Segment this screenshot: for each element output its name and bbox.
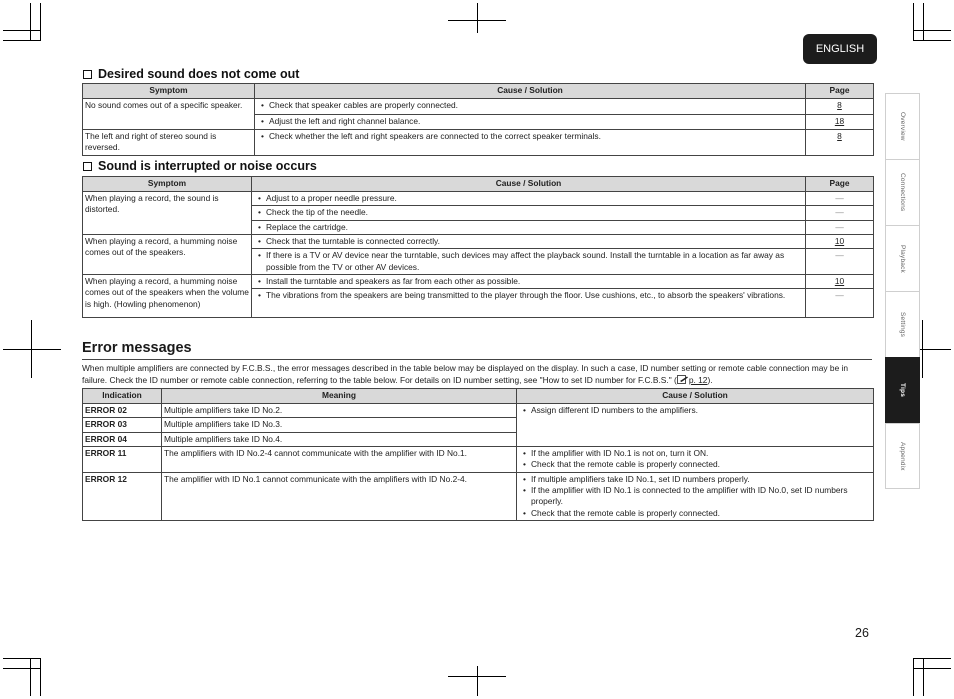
error-messages-title: Error messages bbox=[82, 340, 192, 356]
page-cell bbox=[806, 99, 874, 115]
cause-text: • Check that the turntable is connected correctly. bbox=[256, 236, 803, 247]
page-link[interactable]: 10 bbox=[834, 236, 845, 247]
section-heading-noise bbox=[82, 159, 317, 173]
page-cell bbox=[806, 235, 874, 249]
error-code-cell: ERROR 11 bbox=[83, 447, 162, 473]
tab-overview[interactable] bbox=[885, 93, 920, 159]
intro-text: When multiple amplifiers are connected by F.C.B.S., the error messages described in the table below may be displayed on the display. In such a case, ID number setting or remote cable connection may be in failure. Check the ID number or remote cable connection, referring to the table below. For details on ID number setting, see "How to set ID number for F.C.B.S." ( bbox=[82, 363, 849, 386]
page-cell bbox=[806, 289, 874, 318]
cause-text: • If there is a TV or AV device near the turntable, such devices may affect the playback sound. Install the turntable in a location as far away as possible from the TV or other AV devices. bbox=[256, 250, 803, 273]
cause-text: • Check that speaker cables are properly connected. bbox=[259, 100, 803, 111]
cause-cell bbox=[252, 235, 806, 249]
cause-text: • Adjust the left and right channel balance. bbox=[259, 116, 803, 127]
page-reference-icon bbox=[677, 375, 689, 384]
cause-text: • Adjust to a proper needle pressure. bbox=[256, 193, 803, 204]
page-cell bbox=[806, 114, 874, 130]
tab-tips-label: Tips bbox=[899, 383, 906, 398]
cause-text: • Replace the cartridge. bbox=[256, 222, 803, 233]
intro-end: ). bbox=[707, 375, 713, 386]
error-code-cell: ERROR 02 bbox=[83, 404, 162, 418]
page-link[interactable]: 10 bbox=[834, 276, 845, 287]
no-sound-table bbox=[82, 83, 874, 156]
page-cell bbox=[806, 249, 874, 275]
cause-text: • If the amplifier with ID No.1 is not on, turn it ON. bbox=[521, 448, 871, 459]
checkbox-square-icon bbox=[83, 70, 92, 79]
column-header: Cause / Solution bbox=[255, 84, 806, 99]
column-header: Page bbox=[806, 84, 874, 99]
cause-cell bbox=[255, 114, 806, 130]
column-header: Cause / Solution bbox=[517, 389, 874, 404]
cause-text: • The vibrations from the speakers are being transmitted to the player through the floor. Use cushions, etc., to absorb the speakers' vibrations. bbox=[256, 290, 803, 301]
column-header: Indication bbox=[83, 389, 162, 404]
title-rule bbox=[82, 359, 872, 360]
page-dash: — bbox=[835, 193, 844, 203]
symptom-cell: When playing a record, a humming noise comes out of the speakers. bbox=[83, 235, 252, 275]
meaning-cell: Multiple amplifiers take ID No.4. bbox=[162, 432, 517, 446]
cause-text: • Check that the remote cable is properly connected. bbox=[521, 508, 871, 519]
side-tab-navigation bbox=[885, 93, 920, 489]
cause-text: • If multiple amplifiers take ID No.1, set ID numbers properly. bbox=[521, 474, 871, 485]
tab-connections[interactable] bbox=[885, 159, 920, 225]
meaning-cell: Multiple amplifiers take ID No.3. bbox=[162, 418, 517, 432]
page-cell bbox=[806, 206, 874, 220]
cause-text: • Install the turntable and speakers as far from each other as possible. bbox=[256, 276, 803, 287]
page-dash: — bbox=[835, 250, 844, 261]
error-code-cell: ERROR 12 bbox=[83, 472, 162, 520]
error-code-cell: ERROR 04 bbox=[83, 432, 162, 446]
tab-appendix-label: Appendix bbox=[899, 441, 906, 471]
page-cell bbox=[806, 192, 874, 206]
page-cell bbox=[806, 130, 874, 156]
column-header: Symptom bbox=[83, 177, 252, 192]
cause-text: • Check the tip of the needle. bbox=[256, 207, 803, 218]
cause-text: • Assign different ID numbers to the amplifiers. bbox=[521, 405, 871, 416]
error-code-cell: ERROR 03 bbox=[83, 418, 162, 432]
page-link[interactable]: 8 bbox=[837, 131, 842, 141]
cause-text: • Check whether the left and right speakers are connected to the correct speaker terminals. bbox=[259, 131, 803, 142]
section-heading-text: Sound is interrupted or noise occurs bbox=[98, 159, 317, 173]
tab-appendix[interactable] bbox=[885, 423, 920, 489]
cause-cell bbox=[255, 130, 806, 156]
column-header: Symptom bbox=[83, 84, 255, 99]
error-table bbox=[82, 388, 874, 521]
cause-cell bbox=[252, 192, 806, 206]
column-header: Page bbox=[806, 177, 874, 192]
cause-text: • If the amplifier with ID No.1 is connected to the amplifier with ID No.0, set ID numbers properly. bbox=[521, 485, 871, 508]
cause-cell bbox=[255, 99, 806, 115]
symptom-cell: When playing a record, a humming noise comes out of the speakers when the volume is high. (Howling phenomenon) bbox=[83, 275, 252, 318]
page-dash: — bbox=[835, 290, 844, 301]
cause-cell bbox=[517, 404, 874, 447]
column-header: Meaning bbox=[162, 389, 517, 404]
page-link[interactable]: 8 bbox=[837, 100, 842, 110]
checkbox-square-icon bbox=[83, 162, 92, 171]
language-badge: ENGLISH bbox=[803, 34, 877, 64]
page-dash: — bbox=[835, 207, 844, 218]
section-heading-no-sound bbox=[82, 67, 299, 81]
page-link[interactable]: 18 bbox=[834, 115, 845, 126]
meaning-cell: The amplifiers with ID No.2-4 cannot communicate with the amplifier with ID No.1. bbox=[162, 447, 517, 473]
meaning-cell: Multiple amplifiers take ID No.2. bbox=[162, 404, 517, 418]
page-dash: — bbox=[835, 221, 844, 232]
cause-cell bbox=[252, 220, 806, 234]
page-cell bbox=[806, 275, 874, 289]
intro-page-ref-link[interactable]: p. 12 bbox=[688, 375, 708, 386]
column-header: Cause / Solution bbox=[252, 177, 806, 192]
cause-cell bbox=[252, 249, 806, 275]
tab-settings-label: Settings bbox=[899, 311, 906, 338]
symptom-cell: The left and right of stereo sound is reversed. bbox=[83, 130, 255, 156]
tab-playback[interactable] bbox=[885, 225, 920, 291]
tab-connections-label: Connections bbox=[899, 173, 906, 212]
tab-overview-label: Overview bbox=[899, 112, 906, 141]
noise-table bbox=[82, 176, 874, 318]
cause-cell bbox=[252, 206, 806, 220]
tab-tips[interactable] bbox=[885, 357, 920, 423]
meaning-cell: The amplifier with ID No.1 cannot communicate with the amplifiers with ID No.2-4. bbox=[162, 472, 517, 520]
cause-text: • Check that the remote cable is properly connected. bbox=[521, 459, 871, 470]
symptom-cell: When playing a record, the sound is distorted. bbox=[83, 192, 252, 235]
cause-cell bbox=[252, 275, 806, 289]
tab-settings[interactable] bbox=[885, 291, 920, 357]
error-intro-paragraph bbox=[82, 362, 874, 386]
section-heading-text: Desired sound does not come out bbox=[98, 67, 300, 81]
page-cell bbox=[806, 220, 874, 234]
tab-playback-label: Playback bbox=[899, 244, 906, 273]
cause-cell bbox=[252, 289, 806, 318]
cause-cell bbox=[517, 447, 874, 473]
page-number: 26 bbox=[855, 626, 869, 640]
cause-cell bbox=[517, 472, 874, 520]
symptom-cell: No sound comes out of a specific speaker. bbox=[83, 99, 255, 130]
